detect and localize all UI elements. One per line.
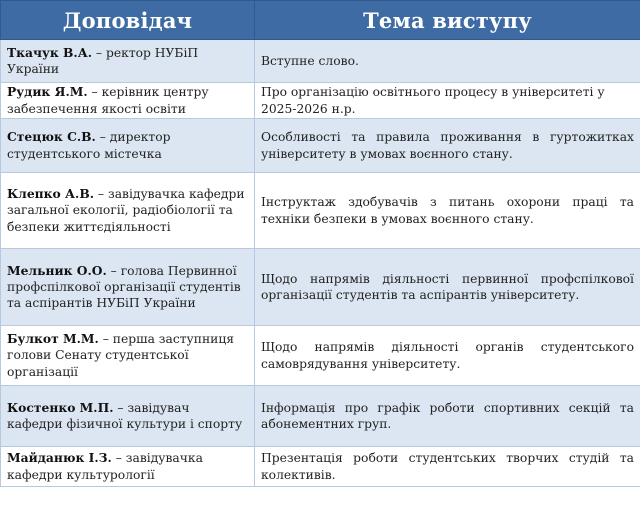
speaker-cell [1,119,255,173]
table-row [1,40,640,83]
table-row [1,119,640,173]
speaker-cell [1,386,255,447]
topic-cell: Інформація про графік роботи спортивних секцій та абонементних груп. [255,386,640,447]
speaker-name: Мельник О.О. [7,262,107,278]
speaker-role: – голова Первинної профспілкової організації студентів та аспірантів НУБіП України [7,263,241,311]
topic-cell: Про організацію освітнього процесу в університеті у 2025-2026 н.р. [255,83,640,119]
speaker-name: Стецюк С.В. [7,129,96,145]
topic-cell: Особливості та правила проживання в гуртожитках університету в умовах воєнного стану. [255,119,640,173]
speaker-role: – завідувач кафедри фізичної культури і спорту [7,400,243,431]
speaker-cell [1,249,255,326]
speaker-role: – директор студентського містечка [7,130,171,161]
table-row [1,326,640,386]
speaker-name: Ткачук В.А. [7,44,93,60]
topic-cell: Щодо напрямів діяльності органів студентського самоврядування університету. [255,326,640,386]
speaker-cell [1,40,255,83]
speaker-name: Клепко А.В. [7,186,95,202]
header-speaker: Доповідач [1,1,255,40]
table-row [1,447,640,487]
speaker-cell [1,83,255,119]
topic-cell: Презентація роботи студентських творчих студій та колективів. [255,447,640,487]
table-row [1,249,640,326]
topic-cell: Щодо напрямів діяльності первинної профспілкової організації студентів та аспірантів університету. [255,249,640,326]
topic-cell: Вступне слово. [255,40,640,83]
table-header-row [1,1,640,40]
speaker-role: – перша заступниця голови Сенату студентської організації [7,332,235,379]
table-row [1,83,640,119]
speaker-name: Булкот М.М. [7,331,99,347]
speaker-name: Костенко М.П. [7,399,114,415]
speaker-role: – керівник центру забезпечення якості освіти [7,85,209,116]
topic-cell: Інструктаж здобувачів з питань охорони праці та техніки безпеки в умовах воєнного стану. [255,173,640,249]
speaker-cell [1,173,255,249]
speaker-role: – ректор НУБіП України [7,45,199,76]
speaker-role: – завідувачка кафедри загальної екології, радіобіології та безпеки життєдіяльності [7,187,245,234]
speaker-name: Рудик Я.М. [7,84,88,100]
speaker-role: – завідувачка кафедри культурології [7,451,203,482]
table-row [1,173,640,249]
speaker-cell [1,326,255,386]
table-row [1,386,640,447]
header-topic: Тема виступу [255,1,640,40]
speaker-name: Майданюк І.З. [7,450,112,466]
speaker-cell [1,447,255,487]
